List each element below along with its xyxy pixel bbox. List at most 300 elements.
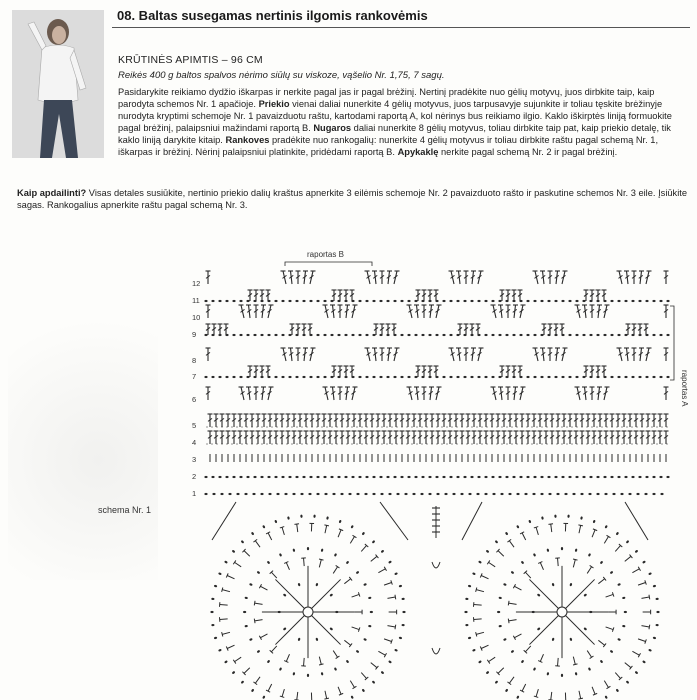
motif-dc — [592, 530, 595, 537]
motif-dc-top — [280, 527, 284, 528]
motif-chain — [388, 660, 392, 664]
motif-dc-top — [358, 627, 359, 631]
motif-dc — [371, 663, 377, 668]
stitch-chain — [332, 493, 335, 495]
motif-dc — [498, 551, 504, 557]
stitch-chain — [491, 376, 494, 378]
motif-dc — [260, 586, 267, 590]
motif-chain — [363, 583, 367, 586]
stitch-chain — [617, 476, 620, 478]
stitch-chain — [337, 476, 340, 478]
motif-chain — [624, 611, 627, 613]
stitch-chain — [281, 334, 284, 336]
stitch-chain — [244, 493, 247, 495]
stitch-chain — [636, 493, 639, 495]
stitch-chain — [568, 334, 571, 336]
motif-dc-top — [476, 632, 477, 636]
stitch-chain — [412, 493, 415, 495]
stitch-chain — [428, 493, 431, 495]
motif-dc — [592, 687, 595, 694]
motif-chain — [516, 525, 519, 529]
stitch-chain — [232, 300, 235, 302]
stitch-chain — [628, 493, 631, 495]
motif-chain — [580, 516, 583, 520]
row-number: 1 — [192, 489, 197, 498]
motif-dc-top — [254, 619, 255, 624]
motif-chain — [569, 583, 572, 587]
stitch-chain — [344, 334, 347, 336]
stitch-chain — [308, 493, 311, 495]
stitch-chain — [218, 476, 221, 478]
motif-dc — [489, 562, 496, 566]
stitch-chain — [484, 493, 487, 495]
motif-dc — [271, 572, 276, 578]
stitch-chain — [561, 376, 564, 378]
chart-rows — [204, 271, 669, 654]
motif-chain — [279, 553, 282, 557]
stitch-chain — [358, 300, 361, 302]
stitch-chain — [442, 476, 445, 478]
instr-part: nerkite pagal schemą Nr. 2 ir pagal brėžinį. — [438, 147, 618, 158]
motif-chain — [401, 624, 404, 627]
motif-dc — [509, 603, 517, 604]
motif-dc — [325, 525, 327, 533]
motif-chain — [600, 561, 604, 565]
motif-chain — [399, 585, 403, 588]
stitch-chain — [526, 334, 529, 336]
stitch-chain — [220, 493, 223, 495]
motif-dc — [286, 654, 289, 661]
motif-dc — [344, 579, 350, 584]
motif-chain — [653, 636, 657, 639]
motif-chain — [478, 660, 482, 664]
stitch-chain — [575, 376, 578, 378]
motif-dc — [350, 681, 354, 688]
stitch-chain — [386, 300, 389, 302]
stitch-chain — [324, 493, 327, 495]
stitch-chain — [624, 334, 627, 336]
row-number: 6 — [192, 395, 197, 404]
motif-chain — [307, 674, 309, 677]
stitch-chain — [631, 300, 634, 302]
stitch-chain — [659, 476, 662, 478]
motif-chain — [503, 638, 507, 641]
stitch-chain — [449, 300, 452, 302]
stitch-chain — [268, 493, 271, 495]
stitch-chain — [428, 476, 431, 478]
motif-dc — [498, 668, 504, 674]
stitch-chain — [568, 376, 571, 378]
stitch-chain — [610, 334, 613, 336]
stitch-chain — [540, 493, 543, 495]
stitch-chain — [386, 476, 389, 478]
stitch-chain — [211, 300, 214, 302]
chart-row-3 — [210, 454, 666, 462]
motif-chain — [214, 585, 218, 588]
motif-chain — [232, 671, 236, 675]
stitch-chain — [568, 300, 571, 302]
join-line — [625, 502, 648, 540]
motif-chain — [656, 611, 659, 613]
motif-chain — [274, 520, 277, 524]
motif-dc-top — [612, 592, 613, 596]
stitch-chain — [645, 376, 648, 378]
join-line — [380, 502, 408, 540]
stitch-chain — [477, 300, 480, 302]
motif-spoke — [312, 579, 341, 608]
stitch-chain — [316, 300, 319, 302]
motif-chain — [546, 672, 549, 676]
stitch-chain — [288, 376, 291, 378]
motif-chain — [334, 667, 337, 671]
motif-chain — [224, 560, 228, 564]
stitch-chain — [316, 493, 319, 495]
motif-chain — [346, 561, 350, 565]
motif-chain — [241, 540, 245, 544]
stitch-chain — [526, 376, 529, 378]
motif-chain — [287, 516, 290, 520]
stitch-chain — [470, 300, 473, 302]
motif-dc — [509, 620, 517, 621]
stitch-chain — [624, 300, 627, 302]
motif-chain — [321, 548, 324, 552]
stitch-chain — [351, 334, 354, 336]
row-number: 11 — [192, 296, 200, 305]
instr-bold-apykakle: Apykaklę — [397, 147, 439, 158]
motif-chain — [243, 611, 246, 613]
stitch-chain — [519, 476, 522, 478]
motif-chain — [486, 671, 490, 675]
stitch-chain — [386, 376, 389, 378]
motif-chain — [249, 638, 253, 641]
motif-dc — [304, 658, 305, 666]
motif-dc — [387, 597, 395, 598]
motif-dc-top — [573, 559, 577, 560]
chart-row-10 — [206, 305, 669, 318]
motif-dc — [222, 590, 230, 592]
motif-dc — [474, 619, 482, 620]
stitch-chain — [540, 300, 543, 302]
stitch-chain — [218, 376, 221, 378]
motif-chain — [232, 550, 236, 554]
motif-chain — [399, 636, 403, 639]
stitch-chain — [295, 300, 298, 302]
motif-chain — [516, 695, 519, 699]
motif-chain — [528, 520, 531, 524]
stitch-chain — [421, 476, 424, 478]
flower-motifs — [210, 515, 659, 700]
motif-chain — [600, 660, 604, 664]
stitch-chain — [281, 300, 284, 302]
motif-chain — [622, 596, 626, 599]
motif-chain — [298, 583, 301, 587]
motif-dc — [476, 590, 484, 592]
chart-row-4 — [206, 431, 669, 444]
motif-spoke — [566, 616, 595, 645]
stitch-chain — [532, 493, 535, 495]
motif-dc — [632, 569, 639, 573]
motif-dc — [615, 673, 620, 679]
motif-chain — [362, 688, 366, 692]
stitch-chain — [610, 300, 613, 302]
motif-dc — [338, 687, 341, 694]
motif-dc — [625, 556, 631, 561]
motif-dc — [606, 627, 614, 630]
motif-dc — [573, 657, 575, 665]
stitch-chain — [276, 493, 279, 495]
motif-dc — [235, 562, 242, 566]
chart-row-11 — [204, 290, 669, 302]
stitch-chain — [477, 476, 480, 478]
stitch-chain — [603, 476, 606, 478]
motif-dc — [522, 533, 526, 540]
motif-spoke — [529, 616, 558, 645]
motif-chain — [575, 548, 578, 552]
motif-dc — [638, 582, 646, 585]
motif-dc — [509, 677, 514, 683]
instr-part: Pasidarykite reikiamo dydžio iškarpas ir nerkite pagal jas ir pagal brėžinį. Nertinį pradėkite nuo gėlių motyvų, juos dirbkite taip, kaip parodyta schemos Nr. 1 apačioje. — [118, 87, 655, 110]
stitch-chain — [596, 476, 599, 478]
motif-chain — [381, 671, 385, 675]
title-divider — [112, 27, 690, 28]
motif-dc-top — [578, 698, 582, 699]
stitch-chain — [239, 476, 242, 478]
row-number: 12 — [192, 279, 201, 288]
motif-chain — [583, 593, 587, 597]
motif-chain — [648, 649, 652, 652]
motif-chain — [218, 649, 222, 652]
motif-chain — [394, 572, 398, 575]
stitch-chain — [645, 300, 648, 302]
motif-dc-top — [508, 619, 509, 624]
motif-dc — [271, 646, 276, 652]
stitch-chain — [554, 300, 557, 302]
motif-chain — [655, 598, 658, 601]
chart-row-2 — [204, 476, 669, 478]
motif-chain — [321, 672, 324, 676]
motif-chain — [249, 583, 253, 586]
motif-center-ring — [303, 607, 313, 617]
motif-dc-top — [573, 664, 577, 665]
motif-dc — [255, 620, 263, 621]
chart-row-12 — [206, 271, 669, 284]
motif-chain — [655, 624, 658, 627]
row-number: 10 — [192, 313, 201, 322]
motif-dc-top — [324, 698, 328, 699]
stitch-chain — [617, 334, 620, 336]
stitch-chain — [564, 493, 567, 495]
finishing-heading: Kaip apdailinti? — [17, 188, 87, 198]
stitch-chain — [295, 376, 298, 378]
motif-dc — [260, 634, 267, 638]
motif-chain — [617, 583, 621, 586]
stitch-chain — [225, 300, 228, 302]
stitch-chain — [253, 476, 256, 478]
motif-dc — [220, 604, 228, 605]
motif-dc-top — [319, 664, 323, 665]
motif-chain — [521, 660, 525, 664]
stitch-chain — [253, 334, 256, 336]
instr-part: daliai nunerkite 8 gėlių motyvus, toliau dirbkite taip pat, kaip priekio detalę, tik kaklo liniją darykite kitaip. — [118, 123, 671, 146]
motif-dc — [536, 689, 538, 697]
row-number: 2 — [192, 472, 197, 481]
motif-chain — [244, 596, 248, 599]
crochet-chart — [0, 240, 697, 700]
raportas-b-bracket — [285, 262, 372, 266]
stitch-chain — [596, 334, 599, 336]
stitch-chain — [666, 334, 669, 336]
motif-dc — [514, 634, 521, 638]
stitch-chain — [316, 376, 319, 378]
motif-chain — [279, 667, 282, 671]
join-loop — [432, 562, 440, 568]
stitch-chain — [477, 376, 480, 378]
stitch-chain — [302, 476, 305, 478]
motif-chain — [362, 532, 366, 536]
stitch-chain — [379, 376, 382, 378]
motif-dc — [641, 597, 649, 598]
motif-chain — [300, 515, 302, 518]
stitch-chain — [281, 376, 284, 378]
motif-dc — [474, 604, 482, 605]
motif-dc — [244, 551, 250, 557]
motif-dc — [378, 569, 385, 573]
motif-chain — [257, 650, 261, 654]
stitch-chain — [380, 493, 383, 495]
motif-chain — [292, 672, 295, 676]
motif-chain — [210, 611, 213, 613]
motif-dc-top — [534, 527, 538, 528]
stitch-chain — [302, 376, 305, 378]
stitch-chain — [365, 334, 368, 336]
stitch-chain — [582, 476, 585, 478]
stitch-chain — [393, 376, 396, 378]
instr-bold-rankoves: Rankoves — [225, 135, 270, 146]
motif-chain — [604, 525, 607, 529]
motif-chain — [635, 671, 639, 675]
stitch-chain — [340, 493, 343, 495]
stitch-chain — [470, 476, 473, 478]
stitch-chain — [456, 334, 459, 336]
motif-dc — [282, 527, 284, 535]
stitch-chain — [330, 476, 333, 478]
stitch-chain — [638, 300, 641, 302]
motif-chain — [214, 636, 218, 639]
motif-chain — [642, 660, 646, 664]
stitch-chain — [547, 376, 550, 378]
stitch-chain — [330, 376, 333, 378]
stitch-chain — [533, 334, 536, 336]
stitch-chain — [344, 476, 347, 478]
stitch-chain — [442, 376, 445, 378]
stitch-chain — [476, 493, 479, 495]
motif-dc-top — [548, 524, 553, 525]
instr-bold-priekio: Priekio — [258, 99, 290, 110]
stitch-chain — [239, 376, 242, 378]
pattern-title: 08. Baltas susegamas nertinis ilgomis rankovėmis — [117, 8, 428, 23]
row-number: 5 — [192, 421, 197, 430]
stitch-chain — [644, 493, 647, 495]
stitch-chain — [274, 300, 277, 302]
motif-chain — [372, 540, 376, 544]
motif-chain — [495, 680, 499, 684]
motif-chain — [497, 611, 500, 613]
motif-dc — [604, 537, 608, 544]
motif-dc — [352, 627, 360, 630]
stitch-chain — [396, 493, 399, 495]
stitch-chain — [330, 300, 333, 302]
motif-chain — [616, 532, 620, 536]
motif-center-ring — [557, 607, 567, 617]
motif-dc-top — [233, 560, 236, 564]
finishing-paragraph — [17, 187, 689, 211]
stitch-chain — [274, 476, 277, 478]
stitch-chain — [631, 476, 634, 478]
stitch-chain — [309, 476, 312, 478]
motif-dc — [325, 691, 327, 699]
stitch-chain — [582, 376, 585, 378]
stitch-chain — [288, 334, 291, 336]
motif-chain — [532, 611, 535, 613]
motif-chain — [610, 571, 614, 575]
stitch-chain — [302, 300, 305, 302]
motif-dc — [525, 646, 530, 652]
stitch-chain — [407, 376, 410, 378]
row-number: 3 — [192, 455, 197, 464]
motif-chain — [495, 540, 499, 544]
chart-row-8 — [206, 348, 669, 361]
chart-row-6 — [206, 387, 669, 400]
motif-chain — [339, 520, 342, 524]
motif-chain — [622, 625, 626, 628]
stitch-chain — [610, 476, 613, 478]
raportas-a-label: raportas A — [680, 370, 689, 407]
stitch-chain — [624, 476, 627, 478]
stitch-chain — [516, 493, 519, 495]
stitch-chain — [372, 300, 375, 302]
motif-chain — [583, 627, 587, 631]
stitch-chain — [358, 476, 361, 478]
motif-chain — [368, 625, 372, 628]
motif-chain — [370, 611, 373, 613]
flower-motif-right — [464, 515, 659, 700]
stitch-chain — [620, 493, 623, 495]
stitch-chain — [379, 300, 382, 302]
motif-dc-top — [395, 595, 396, 600]
motif-chain — [552, 583, 555, 587]
motif-spoke — [275, 616, 304, 645]
motif-dc — [573, 560, 575, 568]
motif-chain — [307, 547, 309, 550]
motif-chain — [567, 515, 569, 518]
stitch-chain — [351, 476, 354, 478]
motif-dc-top — [487, 660, 490, 664]
motif-chain — [511, 650, 515, 654]
stitch-chain — [660, 493, 663, 495]
motif-dc — [632, 651, 639, 655]
stitch-chain — [617, 300, 620, 302]
motif-chain — [363, 638, 367, 641]
stitch-chain — [624, 376, 627, 378]
stitch-chain — [316, 476, 319, 478]
stitch-chain — [435, 334, 438, 336]
motif-dc — [333, 567, 337, 574]
stitch-chain — [372, 493, 375, 495]
instr-part: pradėkite nuo rankogalių: nunerkite 4 gėlių motyvus ir toliau dirbkite raštu pagal schemą Nr. 1, iškarpas ir brėžinį. Nėrinį palaipsniui platinkite, pridėdami raportą B. — [118, 135, 659, 158]
stitch-chain — [400, 376, 403, 378]
motif-dc — [361, 673, 366, 679]
stitch-chain — [414, 476, 417, 478]
